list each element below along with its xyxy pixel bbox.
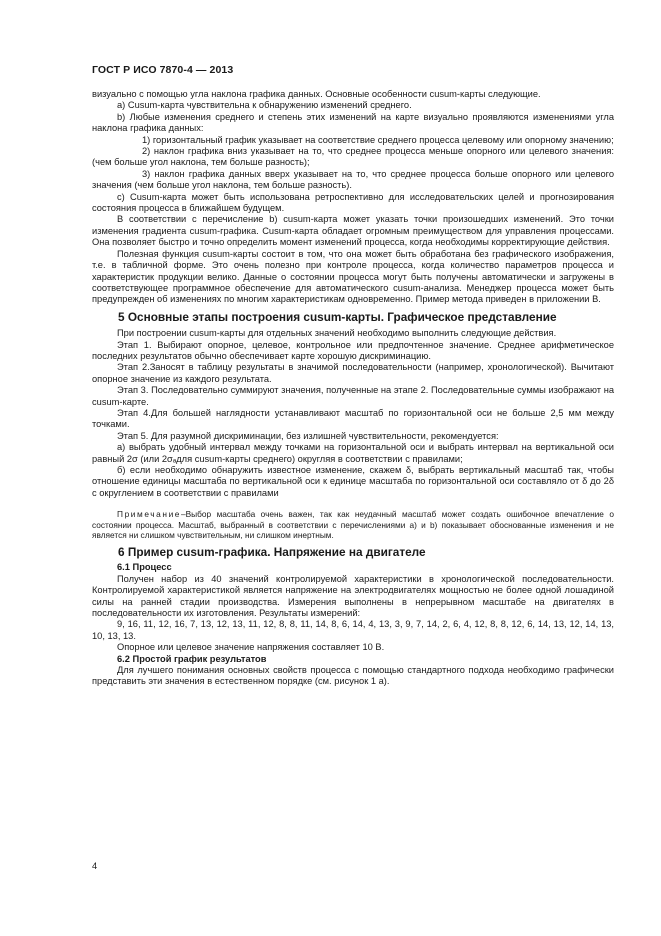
note-label: Примечание: [117, 509, 182, 520]
subsection-6-2-heading: 6.2 Простой график результатов: [117, 653, 267, 664]
paragraph: Получен набор из 40 значений контролируемой характеристики в хронологической последовательности. Контролируемой характеристикой является напряжение на электродвигателях мощностью не более одной лошадиной силы на ранней стадии производства. Измерения выполнены в непрерывном масштабе на двигателях в последовательности их изготовления. Результаты измерений:: [92, 573, 614, 619]
note-text: –Выбор масштаба очень важен, так как неудачный масштаб может создать ошибочное впечатление о состоянии процесса. Масштаб, выбранный в соответствии с перечислениями а) и b) показывает обоснованные изменения и не является ни слишком чувствительным, ни слишком инертным.: [92, 509, 614, 541]
paragraph: визуально с помощью угла наклона графика данных. Основные особенности cusum-карты следующие.: [92, 89, 541, 99]
paragraph: Полезная функция cusum-карты состоит в том, что она может быть обработана без графического изображения, т.е. в табличной форме. Это очень полезно при контроле процесса, когда количество параметров процесса и характеристик продукции велико. Данные о состоянии процесса могут быть получены автоматически и загружены в соответствующее программное обеспечение для автоматического cusum-анализа. Менеджер процесса может быть предупрежден об изменениях по многим характеристикам одновременно. Пример метода приведен в приложении В.: [92, 248, 614, 305]
step-1: Этап 1. Выбирают опорное, целевое, контрольное или предпочтенное значение. Среднее арифметическое последних результатов обычно обеспечивает карте хорошую дискриминацию.: [92, 339, 614, 361]
step-3: Этап 3. Последовательно суммируют значения, полученные на этапе 2. Последовательные суммы изображают на cusum-карте.: [92, 385, 614, 407]
paragraph: В соответствии с перечисление b) cusum-карта может указать точки произошедших изменений. Это точки изменения градиента cusum-графика. Cusum-карта обладает огромным преимуществом для управления процессами. Она позволяет быстро и точно определить момент изменений процесса, когда необходимы корректирующие действия.: [92, 214, 614, 248]
paragraph: При построении cusum-карты для отдельных значений необходимо выполнить следующие действия.: [117, 328, 557, 339]
page-content: [92, 89, 614, 688]
step-5: Этап 5. Для разумной дискриминации, без излишней чувствительности, рекомендуется:: [117, 430, 499, 441]
note: [92, 509, 614, 541]
sublist-item-2: 2) наклон графика вниз указывает на то, что среднее процесса меньше опорного или целевого значения: (чем больше угол наклона, тем больше разность);: [92, 146, 614, 168]
step-5-item-b: б) если необходимо обнаружить известное изменение, скажем δ, выбрать вертикальный масштаб так, чтобы отношение единицы масштаба по вертикальной оси к единице масштаба по горизонтальной оси составляло от δ до 2δ с округлением в соответствии с правилами: [92, 465, 614, 498]
page-number: 4: [92, 861, 98, 871]
step-4: Этап 4.Для большей наглядности устанавливают масштаб по горизонтальной оси не больше 2,5 мм между точками.: [92, 407, 614, 430]
paragraph: Для лучшего понимания основных свойств процесса с помощью стандартного подхода необходимо графически представить эти значения в естественном порядке (см. рисунок 1 а).: [92, 665, 614, 687]
paragraph: Опорное или целевое значение напряжения составляет 10 В.: [117, 642, 385, 653]
list-item-c: c) Cusum-карта может быть использована ретроспективно для исследовательских целей и прогнозирования состояния процесса в ближайшем будущем.: [92, 191, 614, 214]
measurement-results: 9, 16, 11, 12, 16, 7, 13, 12, 13, 11, 12, 8, 8, 11, 14, 8, 6, 14, 4, 13, 3, 9, 7, 14, 2, 6, 4, 12, 8, 8, 12, 6, 14, 13, 12, 14, 13, 10, 13, 13.: [92, 619, 614, 641]
sublist-item-3: 3) наклон графика данных вверх указывает на то, что среднее процесса больше опорного или целевого значения (чем больше угол наклона, тем больше разность).: [92, 168, 614, 191]
list-item-a: a) Cusum-карта чувствительна к обнаружению изменений среднего.: [117, 100, 412, 111]
step-2: Этап 2.Заносят в таблицу результаты в значимой последовательности (например, хронологической). Вычитают опорное значение из каждого результата.: [92, 362, 614, 384]
list-item-b: b) Любые изменения среднего и степень этих изменений на карте визуально проявляются изменениями угла наклона графика данных:: [92, 111, 614, 134]
section-6-heading: 6 Пример cusum-графика. Напряжение на двигателе: [118, 545, 426, 559]
subsection-6-1-heading: 6.1 Процесс: [117, 562, 172, 573]
page-header-title: ГОСТ Р ИСО 7870-4 — 2013: [92, 64, 234, 76]
sublist-item-1: 1) горизонтальный график указывает на соответствие среднего процесса целевому или опорному значению;: [142, 134, 614, 145]
section-5-heading: 5 Основные этапы построения cusum-карты. Графическое представление: [118, 309, 557, 324]
step-5-item-a: а) выбрать удобный интервал между точками на горизонтальной оси и выбрать интервал на вертикальной оси равный 2σ (или 2σₐдля cusum-карты среднего) округляя в соответствии с правилами;: [92, 442, 614, 464]
